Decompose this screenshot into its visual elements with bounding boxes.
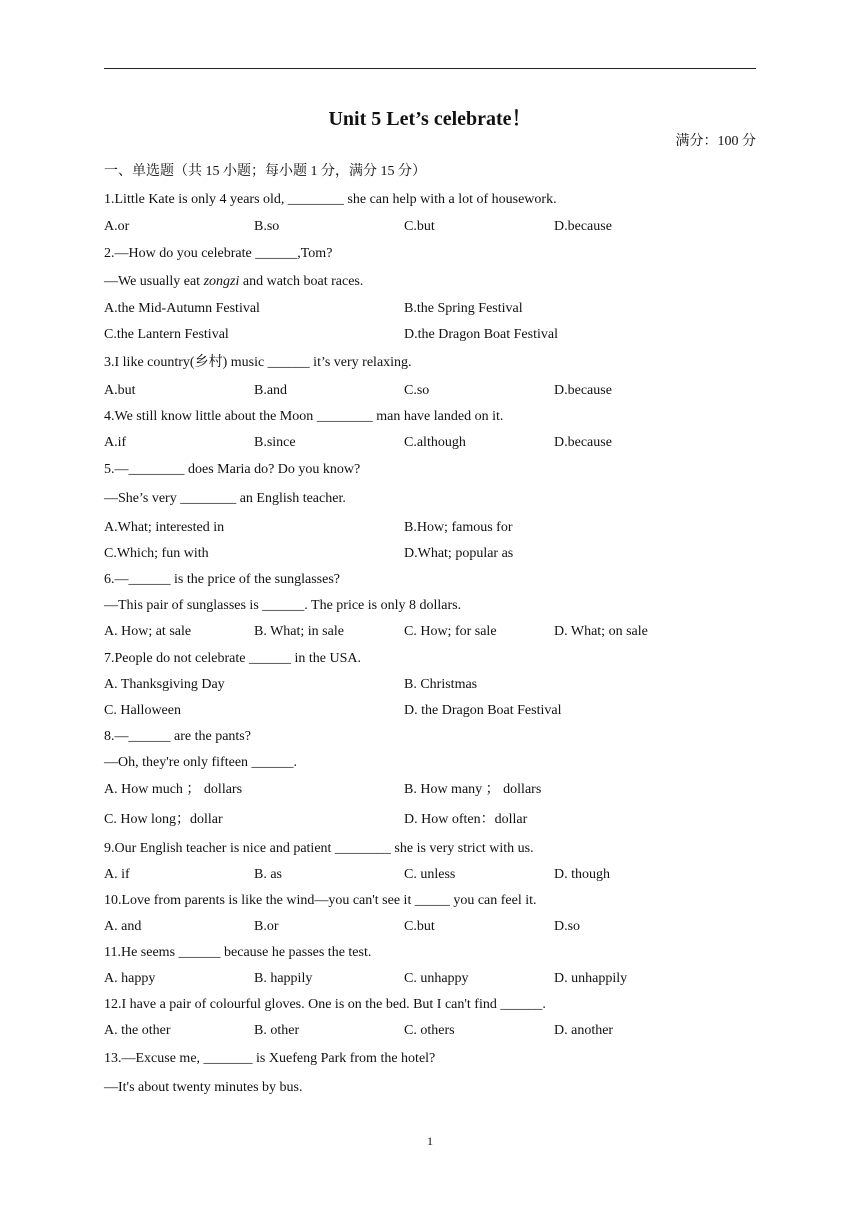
options-row <box>104 545 756 563</box>
answer-option[interactable]: B. What; in sale <box>254 624 344 639</box>
answer-option[interactable]: B. as <box>254 867 282 882</box>
options-row <box>104 811 756 829</box>
full-score-label: 满分：100 分 <box>675 134 756 149</box>
answer-option[interactable]: C. How; for sale <box>404 624 497 639</box>
answer-option[interactable]: D.because <box>554 383 612 398</box>
question-stem: —She’s very ________ an English teacher. <box>104 491 346 506</box>
question-stem: 13.—Excuse me, _______ is Xuefeng Park from the hotel? <box>104 1051 436 1066</box>
answer-option[interactable]: C.but <box>404 219 435 234</box>
answer-option[interactable]: C. others <box>404 1023 455 1038</box>
answer-option[interactable]: C.although <box>404 435 466 450</box>
answer-option[interactable]: B. happily <box>254 971 313 986</box>
question-stem: 3.I like country(乡村) music ______ it’s very relaxing. <box>104 355 412 370</box>
question-stem: —It's about twenty minutes by bus. <box>104 1080 303 1095</box>
answer-option[interactable]: D. unhappily <box>554 971 628 986</box>
answer-option[interactable]: D.What; popular as <box>404 546 514 561</box>
options-row <box>104 970 756 988</box>
options-row <box>104 918 756 936</box>
question-stem: 1.Little Kate is only 4 years old, ________ she can help with a lot of housework. <box>104 192 557 207</box>
question-stem: 6.—______ is the price of the sunglasses? <box>104 572 341 587</box>
answer-option[interactable]: A. and <box>104 919 142 934</box>
answer-option[interactable]: A. How much ； dollars <box>104 782 243 797</box>
answer-option[interactable]: A.What; interested in <box>104 520 225 535</box>
answer-option[interactable]: C. Halloween <box>104 703 181 718</box>
question-stem: —Oh, they're only fifteen ______. <box>104 755 298 770</box>
page-title: Unit 5 Let’s celebrate！ <box>328 108 532 130</box>
section-heading: 一、单选题（共 15 小题；每小题 1 分，满分 15 分） <box>104 164 426 179</box>
answer-option[interactable]: B. Christmas <box>404 677 478 692</box>
answer-option[interactable]: A. if <box>104 867 130 882</box>
options-row <box>104 623 756 641</box>
question-stem: 10.Love from parents is like the wind—you can't see it _____ you can feel it. <box>104 893 537 908</box>
answer-option[interactable]: A.but <box>104 383 136 398</box>
answer-option[interactable]: A. the other <box>104 1023 171 1038</box>
answer-option[interactable]: B.or <box>254 919 279 934</box>
answer-option[interactable]: D. though <box>554 867 610 882</box>
italic-term: zongzi <box>203 274 240 289</box>
question-stem: 12.I have a pair of colourful gloves. One is on the bed. But I can't find ______. <box>104 997 546 1012</box>
answer-option[interactable]: D. the Dragon Boat Festival <box>404 703 562 718</box>
question-stem: 5.—________ does Maria do? Do you know? <box>104 462 361 477</box>
options-row <box>104 702 756 720</box>
question-stem: —This pair of sunglasses is ______. The price is only 8 dollars. <box>104 598 462 613</box>
answer-option[interactable]: B. How many ； dollars <box>404 782 542 797</box>
answer-option[interactable]: C.but <box>404 919 435 934</box>
answer-option[interactable]: B. other <box>254 1023 300 1038</box>
options-row <box>104 781 756 799</box>
answer-option[interactable]: C.Which; fun with <box>104 546 209 561</box>
answer-option[interactable]: A.or <box>104 219 130 234</box>
answer-option[interactable]: C. unhappy <box>404 971 469 986</box>
options-row <box>104 218 756 236</box>
question-stem: 2.—How do you celebrate ______,Tom? <box>104 246 333 261</box>
stem-text: and watch boat races. <box>239 274 364 289</box>
options-row <box>104 519 756 537</box>
answer-option[interactable]: C. unless <box>404 867 456 882</box>
answer-option[interactable]: B.since <box>254 435 296 450</box>
answer-option[interactable]: D.so <box>554 919 581 934</box>
answer-option[interactable]: B.the Spring Festival <box>404 301 523 316</box>
options-row <box>104 1022 756 1040</box>
answer-option[interactable]: B.so <box>254 219 280 234</box>
answer-option[interactable]: A.the Mid-Autumn Festival <box>104 301 260 316</box>
options-row <box>104 300 756 318</box>
answer-option[interactable]: D.because <box>554 435 612 450</box>
answer-option[interactable]: C.the Lantern Festival <box>104 327 229 342</box>
answer-option[interactable]: D. How often：dollar <box>404 812 528 827</box>
question-stem: 8.—______ are the pants? <box>104 729 251 744</box>
answer-option[interactable]: C. How long；dollar <box>104 812 223 827</box>
options-row <box>104 676 756 694</box>
answer-option[interactable]: C.so <box>404 383 430 398</box>
options-row <box>104 382 756 400</box>
answer-option[interactable]: A.if <box>104 435 127 450</box>
page-number: 1 <box>427 1134 433 1148</box>
answer-option[interactable]: A. Thanksgiving Day <box>104 677 225 692</box>
stem-text: —We usually eat <box>104 274 204 289</box>
answer-option[interactable]: B.How; famous for <box>404 520 513 535</box>
answer-option[interactable]: D.the Dragon Boat Festival <box>404 327 558 342</box>
answer-option[interactable]: D. another <box>554 1023 614 1038</box>
options-row <box>104 434 756 452</box>
question-stem <box>104 273 363 291</box>
header-rule <box>104 68 756 69</box>
question-stem: 11.He seems ______ because he passes the test. <box>104 945 372 960</box>
question-stem: 9.Our English teacher is nice and patient ________ she is very strict with us. <box>104 841 534 856</box>
question-stem: 4.We still know little about the Moon ________ man have landed on it. <box>104 409 504 424</box>
answer-option[interactable]: B.and <box>254 383 288 398</box>
answer-option[interactable]: D. What; on sale <box>554 624 648 639</box>
answer-option[interactable]: D.because <box>554 219 612 234</box>
question-stem: 7.People do not celebrate ______ in the USA. <box>104 651 362 666</box>
options-row <box>104 326 756 344</box>
options-row <box>104 866 756 884</box>
answer-option[interactable]: A. happy <box>104 971 156 986</box>
answer-option[interactable]: A. How; at sale <box>104 624 192 639</box>
